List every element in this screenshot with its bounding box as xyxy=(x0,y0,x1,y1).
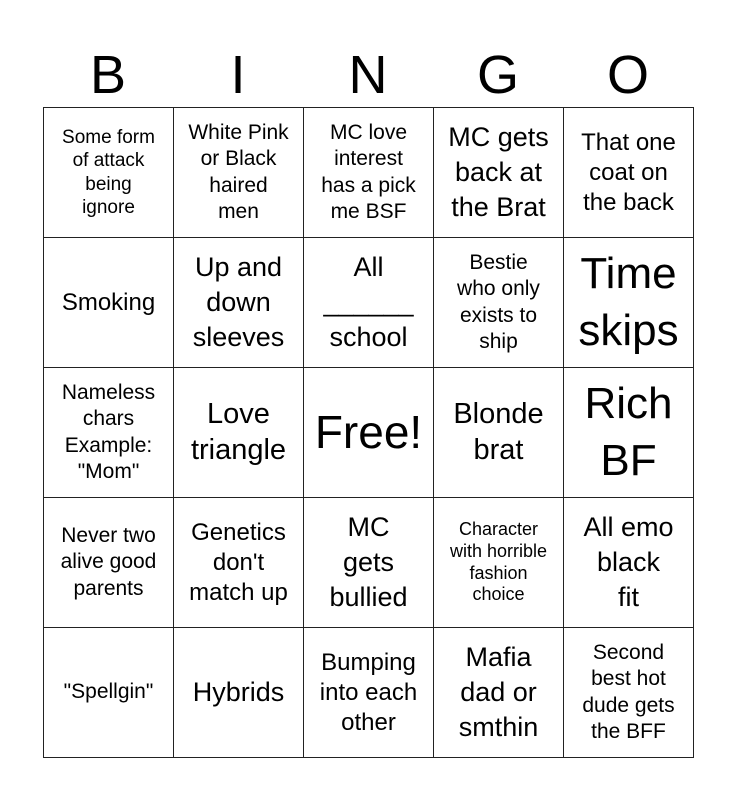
bingo-cell[interactable] xyxy=(304,498,434,628)
cell-text: Love triangle xyxy=(190,398,287,466)
cell-text: Genetics don't match up xyxy=(189,518,288,606)
cell-text: Bestie who only exists to ship xyxy=(457,251,540,353)
bingo-cell[interactable] xyxy=(44,238,174,368)
cell-text: Hybrids xyxy=(192,676,285,707)
cell-text: Blonde brat xyxy=(453,398,544,466)
bingo-cell[interactable] xyxy=(44,108,174,238)
cell-text: Character with horrible fashion choice xyxy=(449,519,548,605)
cell-text: All ______ school xyxy=(323,251,414,353)
header-letter-o: O xyxy=(606,45,649,105)
cell-text: "Spellgin" xyxy=(63,680,154,704)
cell-text: Bumping into each other xyxy=(319,648,418,736)
free-space-cell[interactable] xyxy=(304,368,434,498)
bingo-cell[interactable] xyxy=(564,498,694,628)
header-letter-i: I xyxy=(230,45,246,105)
board-row xyxy=(44,108,694,238)
cell-text: Smoking xyxy=(61,288,156,316)
bingo-board xyxy=(43,107,694,758)
cell-text: Some form of attack being ignore xyxy=(62,127,155,218)
cell-text: Never two alive good parents xyxy=(60,524,157,600)
cell-text: That one coat on the back xyxy=(581,128,676,216)
cell-text: Up and down sleeves xyxy=(192,251,285,353)
cell-text: MC gets bullied xyxy=(329,511,408,613)
cell-text: Second best hot dude gets the BFF xyxy=(582,641,675,743)
header-letter-b: B xyxy=(89,45,127,105)
header-letter-n: N xyxy=(348,45,388,105)
bingo-cell[interactable] xyxy=(44,498,174,628)
board-row xyxy=(44,238,694,368)
cell-text: Rich BF xyxy=(584,379,673,485)
bingo-cell[interactable] xyxy=(564,628,694,758)
cell-text: Time skips xyxy=(578,249,679,355)
bingo-cell[interactable] xyxy=(564,368,694,498)
bingo-header xyxy=(43,40,693,108)
bingo-cell[interactable] xyxy=(174,368,304,498)
bingo-cell[interactable] xyxy=(304,108,434,238)
board-row xyxy=(44,368,694,498)
cell-text: Mafia dad or smthin xyxy=(458,641,539,743)
cell-text: White Pink or Black haired men xyxy=(188,121,289,223)
bingo-cell[interactable] xyxy=(174,498,304,628)
bingo-cell[interactable] xyxy=(564,238,694,368)
bingo-cell[interactable] xyxy=(304,238,434,368)
bingo-cell[interactable] xyxy=(434,368,564,498)
bingo-cell[interactable] xyxy=(564,108,694,238)
bingo-cell[interactable] xyxy=(44,628,174,758)
free-space-label: Free! xyxy=(314,405,423,458)
bingo-cell[interactable] xyxy=(44,368,174,498)
bingo-cell[interactable] xyxy=(434,238,564,368)
bingo-cell[interactable] xyxy=(174,238,304,368)
bingo-cell[interactable] xyxy=(174,108,304,238)
bingo-cell[interactable] xyxy=(304,628,434,758)
bingo-cell[interactable] xyxy=(434,108,564,238)
cell-text: Nameless chars Example: "Mom" xyxy=(61,381,156,483)
cell-text: MC gets back at the Brat xyxy=(448,121,549,223)
bingo-cell[interactable] xyxy=(434,498,564,628)
bingo-cell[interactable] xyxy=(434,628,564,758)
board-row xyxy=(44,498,694,628)
header-letter-g: G xyxy=(476,45,519,105)
board-row xyxy=(44,628,694,758)
bingo-cell[interactable] xyxy=(174,628,304,758)
cell-text: MC love interest has a pick me BSF xyxy=(321,121,416,223)
cell-text: All emo black fit xyxy=(583,511,674,613)
